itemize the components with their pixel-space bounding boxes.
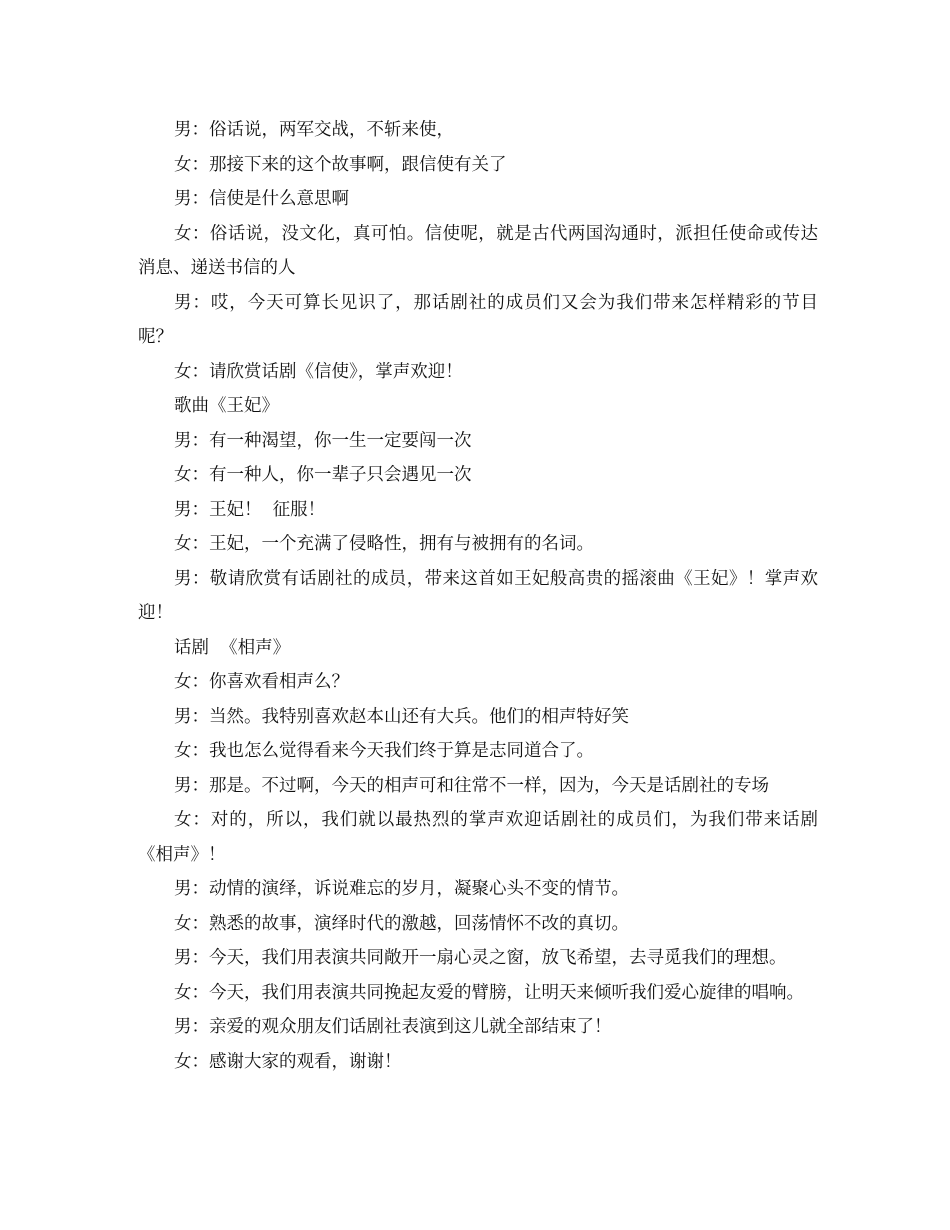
paragraph: 男：那是。不过啊，今天的相声可和往常不一样，因为，今天是话剧社的专场 xyxy=(174,775,769,796)
paragraph: 男：俗话说，两军交战，不斩来使， xyxy=(174,120,454,140)
section-heading-song: 歌曲《王妃》 xyxy=(174,396,279,416)
paragraph: 男：当然。我特别喜欢赵本山还有大兵。他们的相声特好笑 xyxy=(174,706,629,727)
paragraph: 男：信使是什么意思啊 xyxy=(174,189,349,209)
paragraph: 男：哎，今天可算长见识了，那话剧社的成员们又会为我们带来怎样精彩的节目呢？ xyxy=(138,292,818,347)
paragraph: 女：熟悉的故事，演绎时代的激越，回荡情怀不改的真切。 xyxy=(174,913,629,934)
paragraph: 男：亲爱的观众朋友们话剧社表演到这儿就全部结束了！ xyxy=(174,1017,612,1037)
paragraph: 女：有一种人，你一辈子只会遇见一次 xyxy=(174,465,472,485)
paragraph: 女：我也怎么觉得看来今天我们终于算是志同道合了。 xyxy=(174,741,594,761)
paragraph: 女：请欣赏话剧《信使》，掌声欢迎！ xyxy=(174,361,463,382)
paragraph: 女：感谢大家的观看，谢谢！ xyxy=(174,1051,402,1072)
paragraph: 男：王妃！ 征服！ xyxy=(174,499,326,520)
paragraph: 女：今天，我们用表演共同挽起友爱的臂膀，让明天来倾听我们爱心旋律的唱响。 xyxy=(174,982,804,1003)
paragraph: 男：有一种渴望，你一生一定要闯一次 xyxy=(174,430,472,451)
paragraph: 男：动情的演绎，诉说难忘的岁月，凝聚心头不变的情节。 xyxy=(174,879,629,899)
section-heading-drama: 话剧 《相声》 xyxy=(174,637,291,658)
paragraph: 女：王妃，一个充满了侵略性，拥有与被拥有的名词。 xyxy=(174,534,594,554)
paragraph: 男：敬请欣赏有话剧社的成员，带来这首如王妃般高贵的摇滚曲《王妃》！掌声欢迎！ xyxy=(138,568,818,623)
paragraph: 女：对的，所以，我们就以最热烈的掌声欢迎话剧社的成员们，为我们带来话剧《相声》！ xyxy=(138,810,818,865)
paragraph: 女：那接下来的这个故事啊，跟信使有关了 xyxy=(174,154,507,175)
paragraph: 女：你喜欢看相声么？ xyxy=(174,672,349,692)
document-page xyxy=(138,113,818,1079)
paragraph: 男：今天，我们用表演共同敞开一扇心灵之窗，放飞希望，去寻觅我们的理想。 xyxy=(174,948,787,968)
paragraph: 女：俗话说，没文化，真可怕。信使呢，就是古代两国沟通时，派担任使命或传达消息、递送书信的人 xyxy=(138,223,818,278)
